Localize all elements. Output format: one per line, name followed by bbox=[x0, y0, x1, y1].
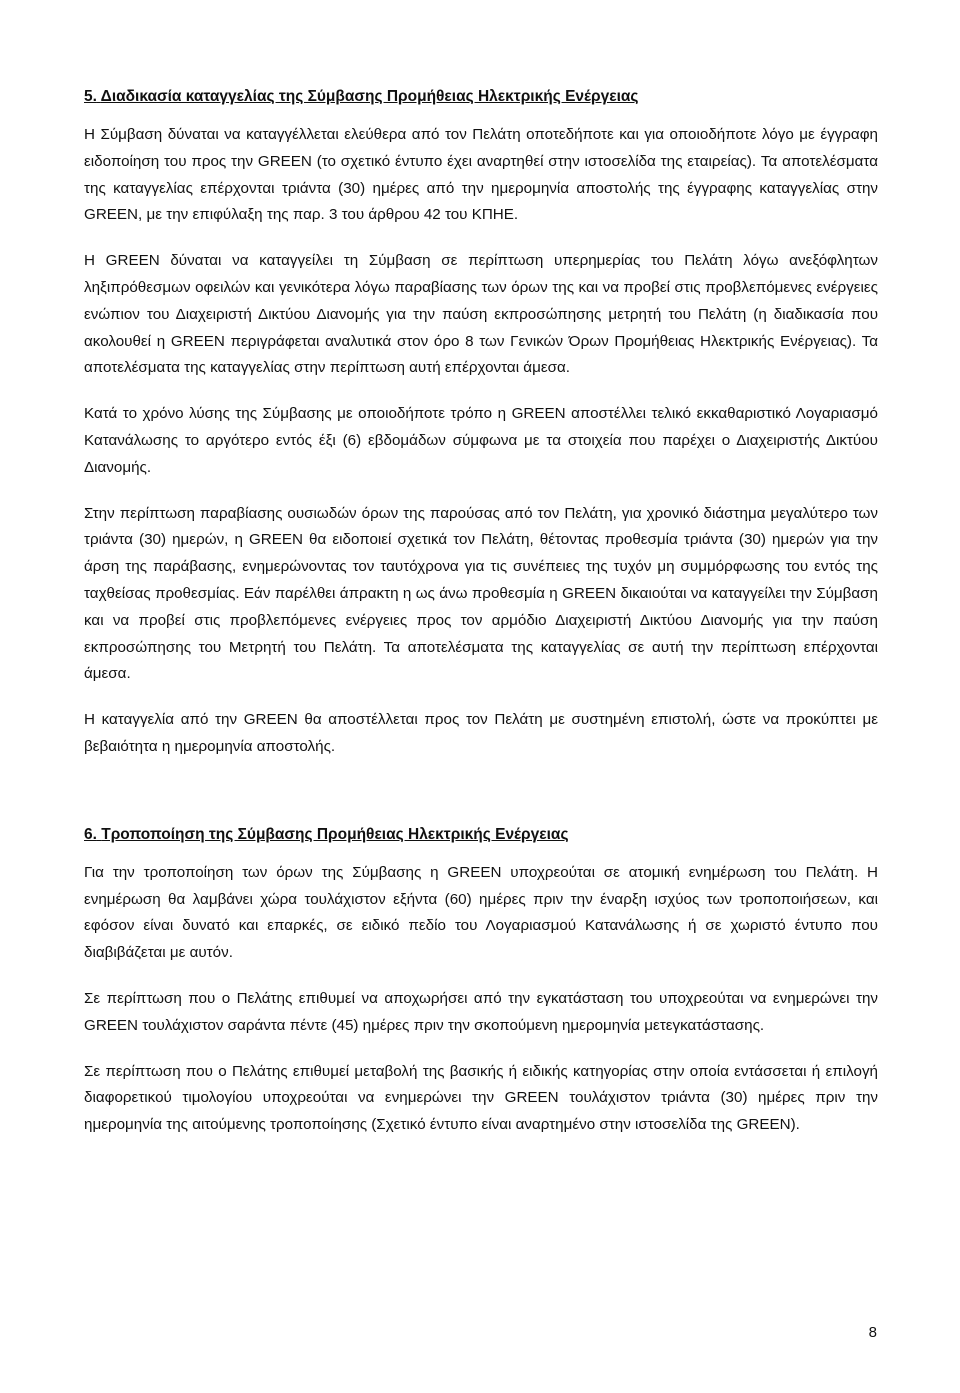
section-5-paragraph-2: Η GREEN δύναται να καταγγείλει τη Σύμβαση σε περίπτωση υπερημερίας του Πελάτη λόγω ανεξόφλητων ληξιπρόθεσμων οφειλών και γενικότερα λόγω παραβίασης των όρων της και να προβεί στις προβλεπόμενες ενέργειες ενώπιον του Διαχειριστή Δικτύου Διανομής για την παύση εκπροσώπησης μετρητή του Πελάτη (η διαδικασία που ακολουθεί η GREEN περιγράφεται αναλυτικά στον όρο 8 των Γενικών Όρων Προμήθειας Ηλεκτρικής Ενέργειας). Τα αποτελέσματα της καταγγελίας στην περίπτωση αυτή επέρχονται άμεσα. bbox=[84, 252, 878, 377]
section-6-paragraph-1: Για την τροποποίηση των όρων της Σύμβασης η GREEN υποχρεούται σε ατομική ενημέρωση του Πελάτη. Η ενημέρωση θα λαμβάνει χώρα τουλάχιστον εξήντα (60) ημέρες πριν την έναρξη ισχύος των τροποποιήσεων, και εφόσον είναι δυνατό και επαρκές, σε ειδικό πεδίο του Λογαριασμού Κατανάλωσης ή σε χωριστό έντυπο που διαβιβάζεται με αυτόν. bbox=[84, 863, 878, 962]
section-6-paragraph-2: Σε περίπτωση που ο Πελάτης επιθυμεί να αποχωρήσει από την εγκατάσταση του υποχρεούται να ενημερώνει την GREEN τουλάχιστον σαράντα πέντε (45) ημέρες πριν την σκοπούμενη ημερομηνία μετεγκατάστασης. bbox=[84, 989, 878, 1034]
section-5-number: 5. bbox=[84, 88, 97, 105]
section-spacer bbox=[84, 780, 878, 822]
section-5-paragraph-5: Η καταγγελία από την GREEN θα αποστέλλεται προς τον Πελάτη με συστημένη επιστολή, ώστε να προκύπτει με βεβαιότητα η ημερομηνία αποστολής. bbox=[84, 711, 878, 755]
section-6-number: 6. bbox=[84, 825, 97, 843]
section-5-paragraph-4: Στην περίπτωση παραβίασης ουσιωδών όρων της παρούσας από τον Πελάτη, για χρονικό διάστημα μεγαλύτερο των τριάντα (30) ημερών, η GREEN θα ειδοποιεί σχετικά τον Πελάτη, θέτοντας προθεσμία τριάντα (30) ημερών για την άρση της παράβασης, ενημερώνοντας τον ταυτόχρονα για τις συνέπειες της τυχόν μη συμμόρφωσης του εντός της ταχθείσας προθεσμίας. Εάν παρέλθει άπρακτη η ως άνω προθεσμία η GREEN δικαιούται να καταγγείλει την Σύμβαση και να προβεί στις προβλεπόμενες ενέργειες προς τον αρμόδιο Διαχειριστή Δικτύου Διανομής για την παύση εκπροσώπησης του Μετρητή του Πελάτη. Τα αποτελέσματα της καταγγελίας σε αυτή την περίπτωση επέρχονται άμεσα. bbox=[84, 504, 878, 683]
section-6-title: Τροποποίηση της Σύμβασης Προμήθειας Ηλεκτρικής Ενέργειας bbox=[101, 825, 569, 843]
page-number: 8 bbox=[868, 1324, 877, 1341]
section-6-heading bbox=[84, 822, 878, 848]
document-page bbox=[84, 84, 878, 1158]
section-5-paragraph-3: Κατά το χρόνο λύσης της Σύμβασης με οποιοδήποτε τρόπο η GREEN αποστέλλει τελικό εκκαθαριστικό Λογαριασμό Κατανάλωσης το αργότερο εντός έξι (6) εβδομάδων σύμφωνα με τα στοιχεία που παρέχει ο Διαχειριστής Δικτύου Διανομής. bbox=[84, 405, 878, 476]
section-5-heading bbox=[84, 84, 878, 110]
section-5-paragraph-1: Η Σύμβαση δύναται να καταγγέλλεται ελεύθερα από τον Πελάτη οποτεδήποτε και για οποιοδήποτε λόγο με έγγραφη ειδοποίηση του προς την GREEN (το σχετικό έντυπο έχει αναρτηθεί στην ιστοσελίδα της εταιρείας). Τα αποτελέσματα της καταγγελίας επέρχονται τριάντα (30) ημέρες από την ημερομηνία αποστολής της έγγραφης καταγγελίας στην GREEN, με την επιφύλαξη της παρ. 3 του άρθρου 42 του ΚΠΗΕ. bbox=[84, 126, 878, 224]
section-6-paragraph-3: Σε περίπτωση που ο Πελάτης επιθυμεί μεταβολή της βασικής ή ειδικής κατηγορίας στην οποία εντάσσεται ή επιλογή διαφορετικού τιμολογίου υποχρεούται να ενημερώνει την GREEN τουλάχιστον τριάντα (30) ημέρες πριν την ημερομηνία της αιτούμενης τροποποίησης (Σχετικό έντυπο είναι αναρτημένο στην ιστοσελίδα της GREEN). bbox=[84, 1062, 878, 1134]
section-5-title: Διαδικασία καταγγελίας της Σύμβασης Προμήθειας Ηλεκτρικής Ενέργειας bbox=[100, 88, 639, 105]
